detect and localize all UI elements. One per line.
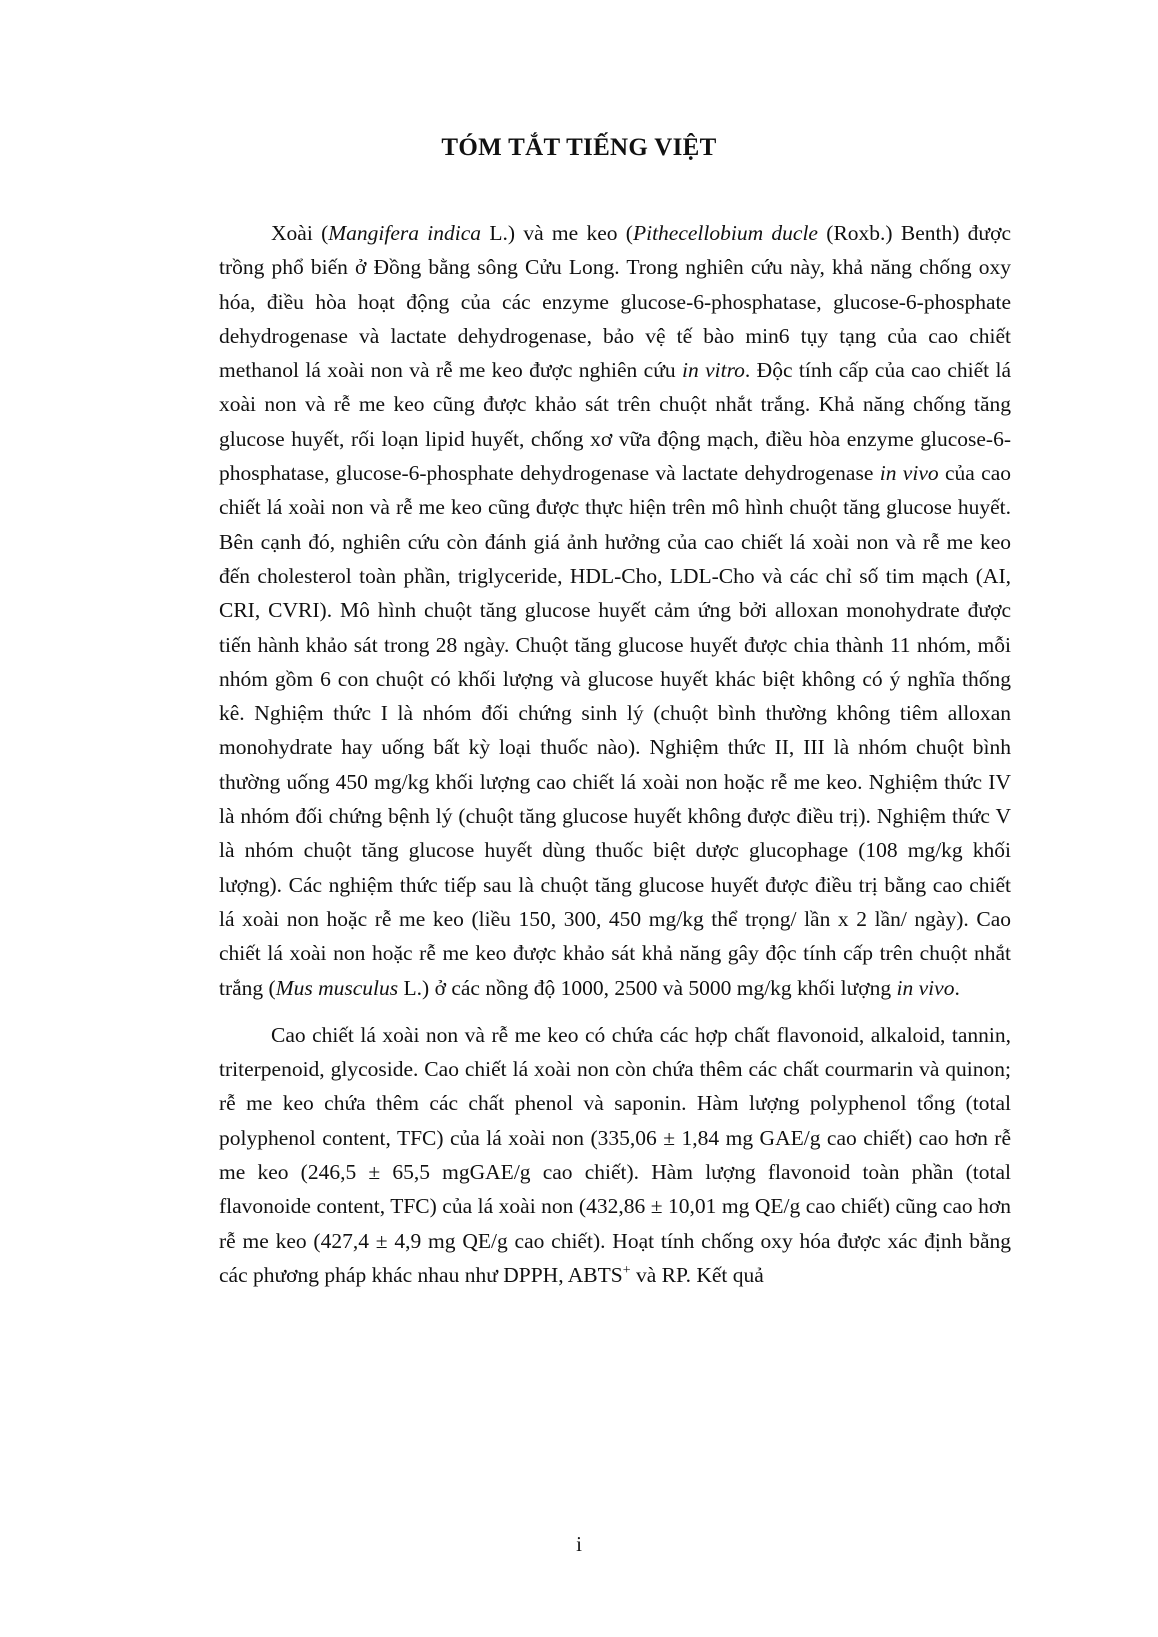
text-run: (Roxb.) Benth) được trồng phổ biến ở Đồng bằng sông Cửu Long. Trong nghiên cứu này, khả năng chống oxy hóa, điều hòa hoạt động của các enzyme glucose-6-phosphatase, glucose-6-phosphate dehydrogenase và lactate dehydrogenase, bảo vệ tế bào min6 tụy tạng của cao chiết methanol lá xoài non và rễ me keo được nghiên cứu — [219, 221, 1011, 383]
superscript: + — [622, 1262, 631, 1278]
text-run: Cao chiết lá xoài non và rễ me keo có chứa các hợp chất flavonoid, alkaloid, tannin, triterpenoid, glycoside. Cao chiết lá xoài non còn chứa thêm các chất courmarin và quinon; rễ me keo chứa thêm các chất phenol và saponin. Hàm lượng polyphenol tổng (total polyphenol content, TFC) của lá xoài non (335,06 ± 1,84 mg GAE/g cao chiết) cao hơn rễ me keo (246,5 ± 65,5 mgGAE/g cao chiết). Hàm lượng flavonoid toàn phần (total flavonoide content, TFC) của lá xoài non (432,86 ± 10,01 mg QE/g cao chiết) cũng cao hơn rễ me keo (427,4 ± 4,9 mg QE/g cao chiết). Hoạt tính chống oxy hóa được xác định bằng các phương pháp khác nhau như DPPH, ABTS — [219, 1022, 1011, 1287]
paragraph-2 — [219, 1018, 1011, 1292]
text-run: Xoài ( — [271, 221, 329, 245]
italic-term: in vitro — [682, 358, 745, 383]
text-run: L.) và me keo ( — [481, 221, 633, 245]
body-text — [219, 216, 1011, 1292]
text-run: . — [954, 975, 960, 1000]
page-title: TÓM TẮT TIẾNG VIỆT — [441, 134, 717, 161]
species-name: Mus musculus — [275, 975, 399, 1000]
species-name: Pithecellobium ducle — [632, 221, 818, 245]
text-run: L.) ở các nồng độ 1000, 2500 và 5000 mg/kg khối lượng — [398, 975, 897, 1000]
italic-term: in vivo — [896, 975, 955, 1000]
text-run: của cao chiết lá xoài non và rễ me keo cũng được thực hiện trên mô hình chuột tăng glucose huyết. Bên cạnh đó, nghiên cứu còn đánh giá ảnh hưởng của cao chiết lá xoài non và rễ me keo đến cholesterol toàn phần, triglyceride, HDL-Cho, LDL-Cho và các chỉ số tim mạch (AI, CRI, CVRI). Mô hình chuột tăng glucose huyết cảm ứng bởi alloxan monohydrate được tiến hành khảo sát trong 28 ngày. Chuột tăng glucose huyết được chia thành 11 nhóm, mỗi nhóm gồm 6 con chuột có khối lượng và glucose huyết khác biệt không có ý nghĩa thống kê. Nghiệm thức I là nhóm đối chứng sinh lý (chuột bình thường không tiêm alloxan monohydrate hay uống bất kỳ loại thuốc nào). Nghiệm thức II, III là nhóm chuột bình thường uống 450 mg/kg khối lượng cao chiết lá xoài non hoặc rễ me keo. Nghiệm thức IV là nhóm đối chứng bệnh lý (chuột tăng glucose huyết không được điều trị). Nghiệm thức V là nhóm chuột tăng glucose huyết dùng thuốc biệt dược glucophage (108 mg/kg khối lượng). Các nghiệm thức tiếp sau là chuột tăng glucose huyết được điều trị bằng cao chiết lá xoài non hoặc rễ me keo (liều 150, 300, 450 mg/kg thể trọng/ lần x 2 lần/ ngày). Cao chiết lá xoài non hoặc rễ me keo được khảo sát khả năng gây độc tính cấp trên chuột nhắt trắng ( — [219, 461, 1011, 1000]
italic-term: in vivo — [879, 461, 939, 486]
text-run: và RP. Kết quả — [630, 1262, 764, 1287]
paragraph-1 — [219, 216, 1011, 1005]
species-name: Mangifera indica — [328, 221, 482, 245]
page-number: i — [576, 1532, 582, 1556]
text-run: . Độc tính cấp của cao chiết lá xoài non và rễ me keo cũng được khảo sát trên chuột nhắt trắng. Khả năng chống tăng glucose huyết, rối loạn lipid huyết, chống xơ vữa động mạch, điều hòa enzyme glucose-6-phosphatase, glucose-6-phosphate dehydrogenase và lactate dehydrogenase — [219, 358, 1011, 486]
